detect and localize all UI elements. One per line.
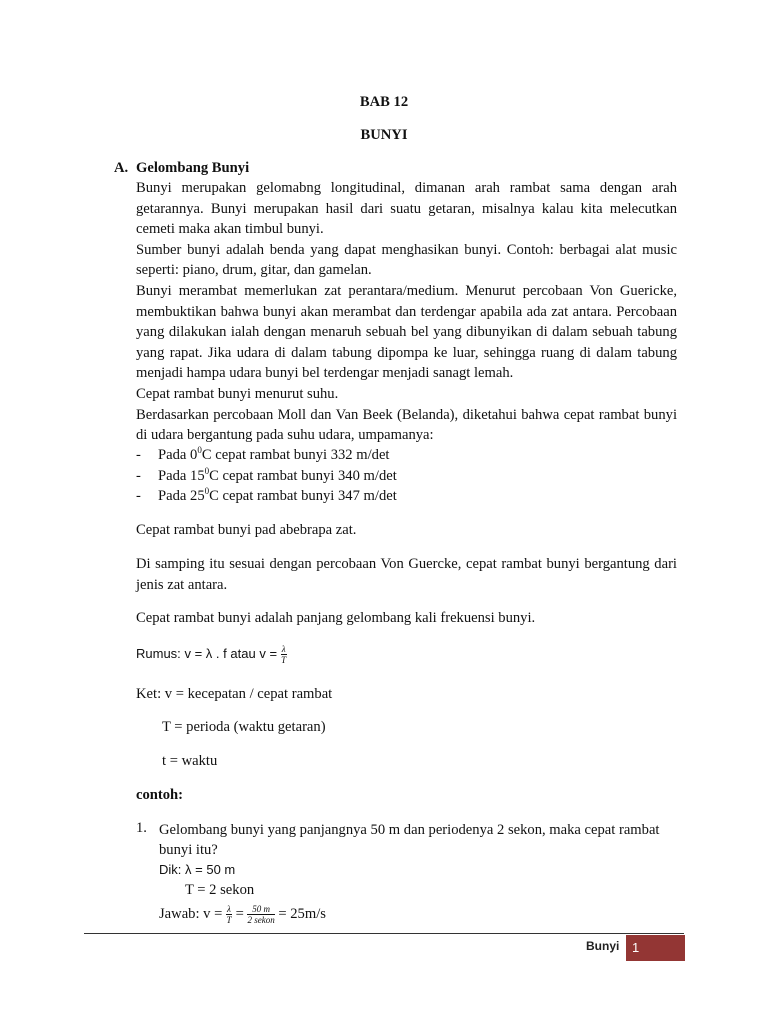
formula-expr-2: v = [259,646,278,661]
paragraph-temperature-heading: Cepat rambat bunyi menurut suhu. [136,385,339,402]
formula-atau: atau [230,646,256,661]
section-marker: A. [114,160,129,176]
jawab-fraction-1: $\frac{\lambda}{T}$ [226,903,232,925]
formula [136,644,287,665]
example-period: T = 2 sekon [185,882,255,898]
paragraph-zat: Cepat rambat bunyi pad abebrapa zat. [136,522,357,538]
body-paragraphs [136,178,677,446]
paragraph-moll-van-beek: Berdasarkan percobaan Moll dan Van Beek (Belanda), diketahui bahwa cepat rambat bunyi di udara bergantung pada suhu udara, umpamanya: [136,406,677,444]
contoh-label: contoh: [136,787,184,803]
page-number: 1 [632,940,640,955]
example-jawab: Jawab: v = $\frac{\lambda}{T}$ = $\frac{50 m}{\text{2 sekon}}$ = 25m/s [159,903,326,925]
ket-line-2: T = perioda (waktu getaran) [162,719,326,735]
example-number: 1. [136,820,147,836]
formula-fraction: $\frac{\lambda}{T}$ [281,643,287,665]
example-question-1: Gelombang bunyi yang panjangnya 50 m dan periodenya 2 sekon, maka cepat rambat [159,822,660,838]
section-heading [114,160,249,177]
formula-label: Rumus: [136,646,181,661]
example-question-2: bunyi itu? [159,842,218,858]
paragraph-definition: Bunyi merupakan gelomabng longitudinal, dimanan arah rambat sama dengan arah getarannya. Bunyi merupakan hasil dari suatu getaran, misalnya kalau kita melecutkan cemeti maka akan timbul bunyi. [136,180,677,238]
page-title: BUNYI [360,127,408,143]
chapter-label: BAB 12 [359,94,409,110]
footer-label: Bunyi [586,939,620,953]
page-number-box [626,935,685,961]
section-title: Gelombang Bunyi [136,160,250,176]
document-page: BAB 12 BUNYI A. Gelombang Bunyi Bunyi merupakan gelomabng longitudinal, dimanan arah rambat sama dengan arah getarannya. Bunyi merupakan hasil dari suatu getaran, misalnya kalau kita melecutkan cemeti maka akan timbul bunyi. Sumber bunyi adalah benda yang dapat menghasikan bunyi. Contoh: berbagai alat music seperti: piano, drum, gitar, dan gamelan. Bunyi merambat memerlukan zat perantara/medium. Menurut percobaan Von Guericke, membuktikan bahwa bunyi akan merambat dan terdengar apabila ada zat antara. Percobaan yang dilakukan ialah dengan menaruh sebuah bel yang dibunyikan di dalam sebuah tabung yang rapat. Jika udara di dalam tabung dipompa ke luar, sehingga ruang di dalam tabung menjadi hampa udara bunyi bel terdengar menjadi sanagt lemah. Cepat rambat bunyi menurut suhu. Berdasarkan percobaan Moll dan Van Beek (Belanda), diketahui bahwa cepat rambat bunyi di udara bergantung pada suhu udara, umpamanya: - Pada $0^0C$ cepat rambat bunyi 332 m/det - Pada $15^0C$ cepat rambat bunyi 340 m/det - Pada $25^0C$ cepat rambat bunyi 347 m/det Cepat rambat bunyi pad abebrapa zat. Di samping itu sesuai dengan percobaan Von Guercke, cepat rambat bunyi bergantung dari jenis zat antara. Cepat rambat bunyi adalah panjang gelombang kali frekuensi bunyi. Rumus: v = λ . f atau v = $\frac{\lambda}{T}$ Ket: v = kecepatan / cepat rambat T = perioda (waktu getaran) t = waktu contoh: 1. Gelombang bunyi yang panjangnya 50 m dan periodenya 2 sekon, maka cepat rambat bunyi itu? Dik: λ = 50 m T = 2 sekon Jawab: v = $\frac{\lambda}{T}$ = $\frac{50 m}{\text{2 sekon}}$ = 25m/s Bunyi 1 [0,0,768,1024]
formula-expr: v = λ . f [184,646,227,661]
footer-rule [84,933,684,934]
paragraph-medium: Bunyi merambat memerlukan zat perantara/medium. Menurut percobaan Von Guericke, membuktikan bahwa bunyi akan merambat dan terdengar apabila ada zat antara. Percobaan yang dilakukan ialah dengan menaruh sebuah bel yang dibunyikan di dalam sebuah tabung yang rapat. Jika udara di dalam tabung dipompa ke luar, sehingga ruang di dalam tabung menjadi hampa udara bunyi bel terdengar menjadi sanagt lemah. [136,282,677,382]
paragraph-guercke: Di samping itu sesuai dengan percobaan Von Guercke, cepat rambat bunyi bergantung dari jenis zat antara. [136,556,677,593]
example-dik: Dik: λ = 50 m [159,862,236,877]
ket-line-1: Ket: v = kecepatan / cepat rambat [136,686,333,702]
paragraph-rumus-definition: Cepat rambat bunyi adalah panjang gelombang kali frekuensi bunyi. [136,610,536,626]
ket-line-3: t = waktu [162,753,218,769]
paragraph-source: Sumber bunyi adalah benda yang dapat menghasikan bunyi. Contoh: berbagai alat music seperti: piano, drum, gitar, dan gamelan. [136,241,677,279]
jawab-fraction-2: $\frac{50 m}{\text{2 sekon}}$ [247,903,275,925]
